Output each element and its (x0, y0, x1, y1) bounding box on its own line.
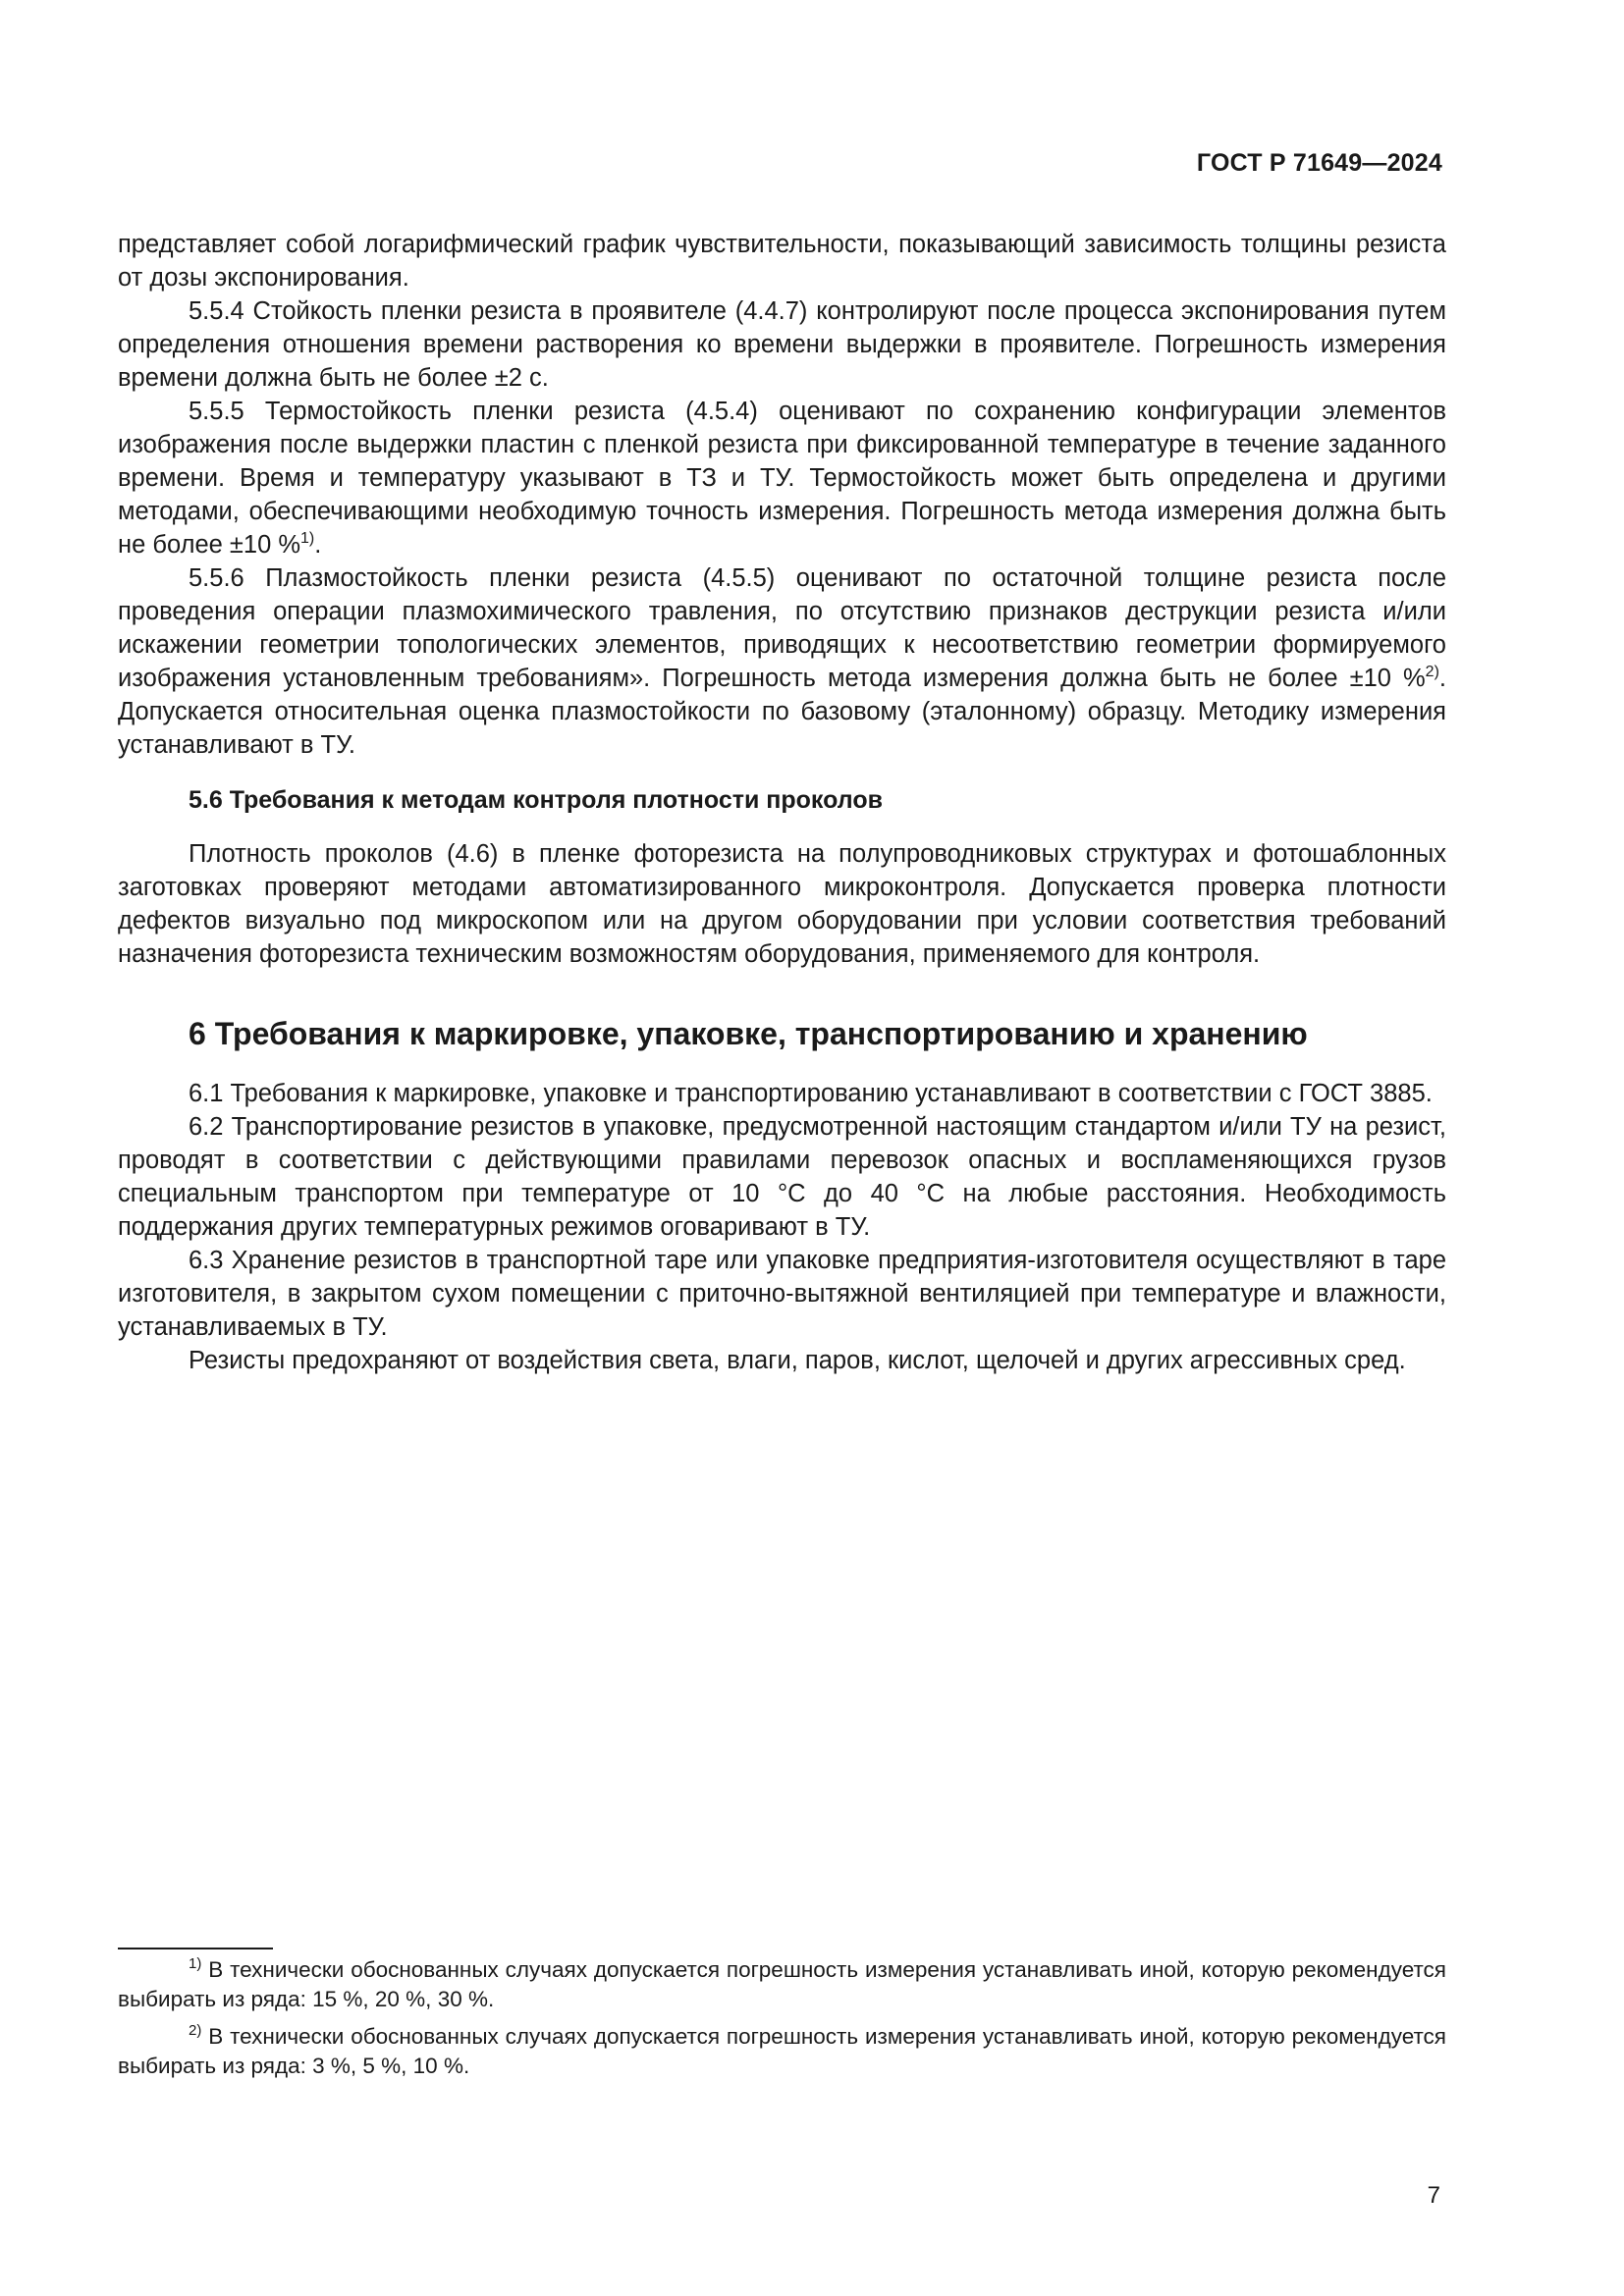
document-body (118, 228, 1446, 1377)
paragraph-continuation: представляет собой логарифмический график чувствительности, показывающий зависимость толщины резиста от дозы экспонирования. (118, 231, 1446, 292)
paragraph-5-5-5-text: 5.5.5 Термостойкость пленки резиста (4.5.4) оценивают по сохранению конфигурации элементов изображения после выдержки пластин с пленкой резиста при фиксированной температуре в течение заданного времени. Время и температуру указывают в ТЗ и ТУ. Термостойкость может быть определена и другими методами, обеспечивающими необходимую точность измерения. Погрешность метода измерения должна быть не более ±10 % (118, 398, 1446, 559)
document-code: ГОСТ Р 71649—2024 (1196, 149, 1442, 177)
footnote-ref-1[interactable]: 1) (300, 530, 315, 547)
paragraph-5-6: Плотность проколов (4.6) в пленке фоторезиста на полупроводниковых структурах и фотошаблонных заготовках проверяют методами автоматизированного микроконтроля. Допускается проверка плотности дефектов визуально под микроскопом или на другом оборудовании при условии соответствия требований назначения фоторезиста техническим возможностям оборудования, применяемого для контроля. (118, 840, 1446, 968)
footnote-text-1: В технически обоснованных случаях допускается погрешность измерения устанавливать иной, которую рекомендуется выбирать из ряда: 15 %, 20 %, 30 %. (118, 1957, 1446, 2011)
paragraph-5-5-6-text: 5.5.6 Плазмостойкость пленки резиста (4.5.5) оценивают по остаточной толщине резиста после проведения операции плазмохимического травления, по отсутствию признаков деструкции резиста и/или искажении геометрии топологических элементов, приводящих к несоответствию геометрии формируемого изображения установленным требованиям». Погрешность метода измерения должна быть не более ±10 % (118, 564, 1446, 692)
footnote-marker-2: 2) (189, 2022, 202, 2039)
paragraph-6-3: 6.3 Хранение резистов в транспортной таре или упаковке предприятия-изготовителя осуществляют в таре изготовителя, в закрытом сухом помещении с приточно-вытяжной вентиляцией при температуре и влажности, устанавливаемых в ТУ. (118, 1247, 1446, 1341)
footnote-marker-1: 1) (189, 1955, 202, 1972)
footnotes (118, 1955, 1446, 2089)
paragraph-5-5-6-end: . Допускается относительная оценка плазмостойкости по базовому (эталонному) образцу. Методику измерения устанавливают в ТУ. (118, 665, 1446, 759)
section-heading-5-6: 5.6 Требования к методам контроля плотности проколов (189, 786, 883, 814)
footnote-separator (118, 1948, 273, 1949)
paragraph-5-5-5 (118, 395, 1446, 561)
footnote-text-2: В технически обоснованных случаях допускается погрешность измерения устанавливать иной, которую рекомендуется выбирать из ряда: 3 %, 5 %, 10 %. (118, 2024, 1446, 2078)
footnote-ref-2[interactable]: 2) (1425, 664, 1439, 680)
paragraph-6-2: 6.2 Транспортирование резистов в упаковке, предусмотренной настоящим стандартом и/или ТУ на резист, проводят в соответствии с действующими правилами перевозок опасных и воспламеняющихся грузов специальным транспортом при температуре от 10 °С до 40 °С на любые расстояния. Необходимость поддержания других температурных режимов оговаривают в ТУ. (118, 1113, 1446, 1241)
footnote-2 (118, 2022, 1446, 2081)
footnote-1 (118, 1955, 1446, 2014)
paragraph-6-1: 6.1 Требования к маркировке, упаковке и транспортированию устанавливают в соответствии с ГОСТ 3885. (189, 1080, 1433, 1107)
paragraph-5-5-6 (118, 561, 1446, 762)
paragraph-5-5-4: 5.5.4 Стойкость пленки резиста в проявителе (4.4.7) контролируют после процесса экспонирования путем определения отношения времени растворения ко времени выдержки в проявителе. Погрешность измерения времени должна быть не более ±2 с. (118, 297, 1446, 392)
section-heading-6: 6 Требования к маркировке, упаковке, транспортированию и хранению (189, 1016, 1308, 1051)
page-number: 7 (1427, 2182, 1440, 2209)
paragraph-5-5-5-end: . (314, 531, 322, 559)
paragraph-6-3-continuation: Резисты предохраняют от воздействия света, влаги, паров, кислот, щелочей и других агрессивных сред. (189, 1347, 1406, 1374)
